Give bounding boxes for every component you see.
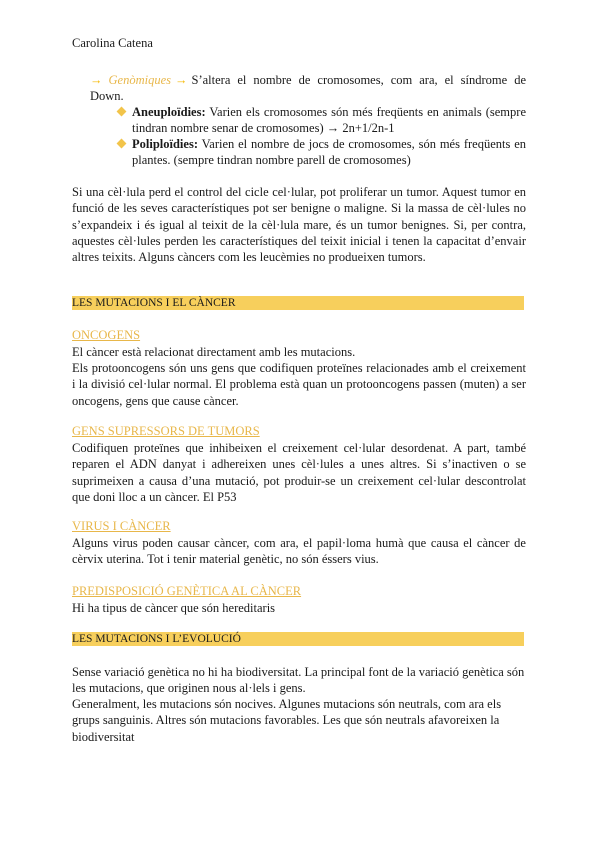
section-title: LES MUTACIONS I EL CÀNCER xyxy=(72,297,236,309)
subheading-predisposicio: PREDISPOSICIÓ GENÈTICA AL CÀNCER xyxy=(72,584,302,598)
oncogens-line1: El càncer està relacionat directament amb les mutacions. xyxy=(72,345,356,359)
section-heading-mutacions-cancer xyxy=(72,296,524,310)
term-aneuploidies: Aneuploïdies: xyxy=(132,105,206,119)
subheading-gens-supressors: GENS SUPRESSORS DE TUMORS xyxy=(72,424,260,438)
supressors-paragraph: Codifiquen proteïnes que inhibeixen el creixement cel·lular desordenat. A part, també reparen el ADN danyat i adhereixen unes cèl·lules a unes altres. Si s’inactiven o se suprimeixen a causa d’una mutació, pot produir-se un creixement cel·lular descontrolat que doni lloc a un càncer. El P53 xyxy=(72,441,526,504)
list-item-poliploidies xyxy=(132,136,526,169)
virus-paragraph: Alguns virus poden causar càncer, com ara, el papil·loma humà que causa el càncer de cèrvix uterina. Tot i tenir material genètic, no són éssers vius. xyxy=(72,536,526,567)
term-poliploidies: Poliploïdies: xyxy=(132,137,198,151)
predis-paragraph: Hi ha tipus de càncer que són hereditaris xyxy=(72,601,276,615)
section-heading-mutacions-evolucio xyxy=(72,632,524,646)
genomiques-label: Genòmiques xyxy=(108,73,171,87)
subheading-virus: VIRUS I CÀNCER xyxy=(72,519,171,533)
list-item-aneuploidies xyxy=(132,104,526,137)
text-poliploidies: Varien el nombre de jocs de cromosomes, són més freqüents en plantes. (sempre tindran nombre parell de cromosomes) xyxy=(132,137,526,168)
section-title: LES MUTACIONS I L’EVOLUCIÓ xyxy=(72,633,241,645)
genomiques-text: S’altera el nombre de cromosomes, com ara, el síndrome de Down. xyxy=(90,73,526,104)
diamond-bullet-icon xyxy=(117,139,127,149)
evolucio-paragraph1: Sense variació genètica no hi ha biodiversitat. La principal font de la variació genètica són les mutacions, que originen nous al·lels i gens. xyxy=(72,665,525,696)
author-name: Carolina Catena xyxy=(72,36,153,50)
genomiques-line xyxy=(90,72,526,105)
arrow-icon: → xyxy=(90,73,103,87)
evolucio-paragraph2: Generalment, les mutacions són nocives. Algunes mutacions són neutrals, com ara els grups sanguinis. Altres són mutacions favorables. Les que són neutrals afavoreixen la biodiversitat xyxy=(72,697,502,744)
arrow-icon: → xyxy=(175,73,188,87)
diamond-bullet-icon xyxy=(117,107,127,117)
subheading-oncogens: ONCOGENS xyxy=(72,328,141,342)
text-aneuploidies: Varien els cromosomes són més freqüents en animals (sempre tindran nombre senar de cromosomes) → 2n+1/2n-1 xyxy=(132,105,526,136)
intro-paragraph: Si una cèl·lula perd el control del cicle cel·lular, pot proliferar un tumor. Aquest tumor en funció de les seves característiques pot ser benigne o maligne. Si la massa de cèl·lules no s’expandeix i és igual al teixit de la cèl·lula mare, és un tumor benignes. Si, per contra, aquestes cèl·lules perden les característiques del teixit inicial i tenen la capacitat d’envair altres teixits. Alguns càncers com les leucèmies no produeixen tumors. xyxy=(72,185,526,265)
oncogens-paragraph: Els protooncogens són uns gens que codifiquen proteïnes relacionades amb el creixement i la divisió cel·lular normal. El problema està quan un protooncogens passen (muten) a ser oncogens, gens que cause càncer. xyxy=(72,361,526,408)
